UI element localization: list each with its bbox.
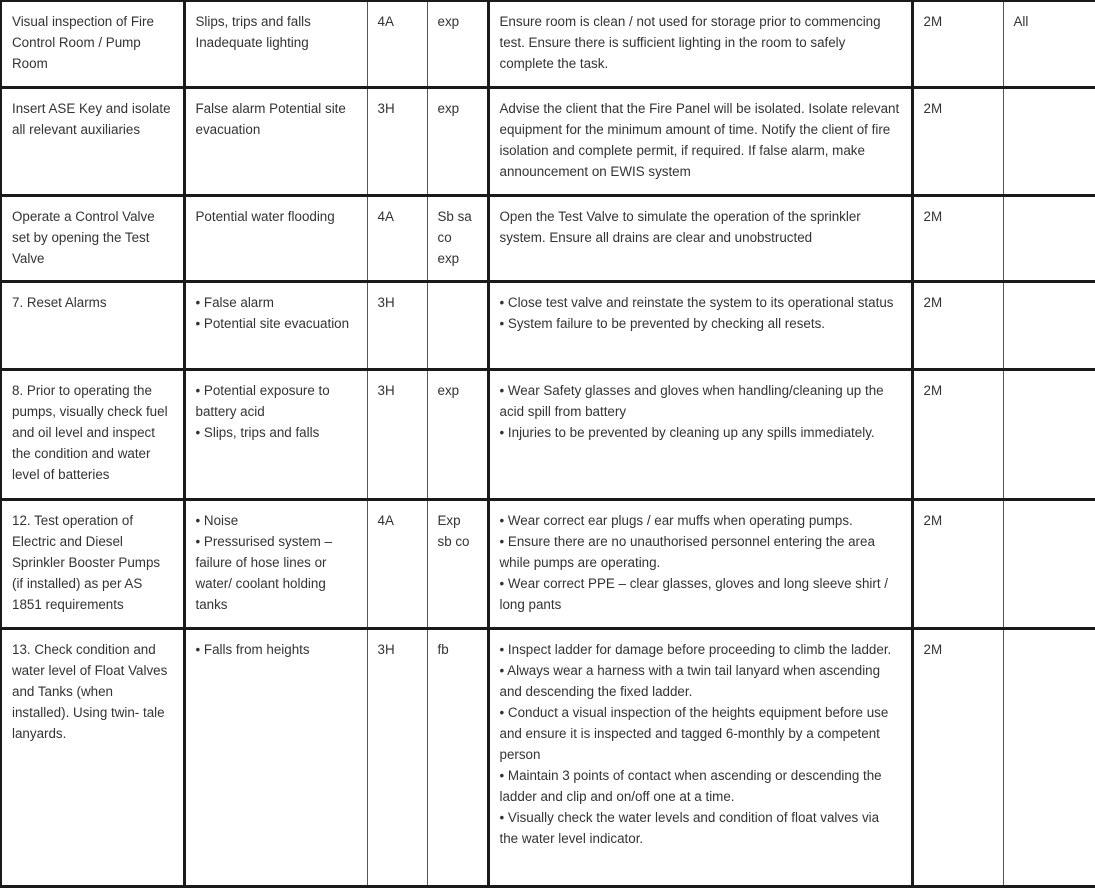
task-cell [1, 1, 184, 87]
residual-risk-cell: 2M [912, 1, 1003, 87]
control-measures-cell-line: • Maintain 3 points of contact when ascending or descending the ladder and clip and on/off one at a time. [499, 767, 882, 804]
control-measures-cell-line: • Visually check the water levels and condition of float valves via the water level indicator. [499, 809, 880, 846]
risk-rating-cell: 3H [367, 628, 427, 886]
ppe-cell [427, 281, 488, 369]
table-row [1, 87, 1095, 195]
risk-rating-cell: 3H [367, 87, 427, 195]
hazard-cell [184, 369, 367, 499]
ppe-cell-line: co [437, 229, 452, 245]
risk-rating-cell: 4A [367, 195, 427, 281]
control-measures-cell-line: • Injuries to be prevented by cleaning up any spills immediately. [499, 424, 875, 440]
control-measures-cell [488, 1, 912, 87]
control-measures-cell [488, 281, 912, 369]
risk-rating-cell: 4A [367, 499, 427, 628]
table-row [1, 499, 1095, 628]
control-measures-cell-line: Ensure room is clean / not used for storage prior to commencing test. Ensure there is sufficient lighting in the room to safely complete the task. [499, 14, 881, 71]
hazard-cell-line: • Slips, trips and falls [195, 424, 320, 440]
residual-risk-cell: 2M [912, 499, 1003, 628]
control-measures-cell [488, 628, 912, 886]
responsible-cell: All [1003, 1, 1095, 87]
task-cell [1, 369, 184, 499]
ppe-cell-line: exp [437, 100, 460, 116]
responsible-cell [1003, 281, 1095, 369]
task-cell-line: Visual inspection of Fire Control Room / Pump Room [12, 14, 154, 71]
hazard-cell-line: False alarm Potential site evacuation [195, 100, 346, 137]
control-measures-cell-line: • Wear correct ear plugs / ear muffs when operating pumps. [499, 512, 853, 528]
hazard-cell-line: Potential water flooding [195, 208, 335, 224]
task-cell-line: 8. Prior to operating the pumps, visually check fuel and oil level and inspect the condition and water level of batteries [12, 382, 168, 482]
task-cell [1, 499, 184, 628]
responsible-cell [1003, 628, 1095, 886]
residual-risk-cell: 2M [912, 628, 1003, 886]
ppe-cell-line: exp [437, 382, 460, 398]
risk-rating-cell: 4A [367, 1, 427, 87]
ppe-cell [427, 1, 488, 87]
control-measures-cell [488, 369, 912, 499]
task-cell-line: 7. Reset Alarms [12, 294, 107, 310]
responsible-cell [1003, 87, 1095, 195]
hazard-cell [184, 499, 367, 628]
table-row [1, 628, 1095, 886]
control-measures-cell-line: • Inspect ladder for damage before proceeding to climb the ladder. [499, 641, 892, 657]
hazard-cell [184, 87, 367, 195]
task-cell-line: Operate a Control Valve set by opening the Test Valve [12, 208, 155, 266]
residual-risk-cell: 2M [912, 87, 1003, 195]
table-row [1, 1, 1095, 87]
ppe-cell [427, 499, 488, 628]
control-measures-cell-line: Open the Test Valve to simulate the operation of the sprinkler system. Ensure all drains are clear and unobstructed [499, 208, 861, 245]
ppe-cell-line: fb [437, 641, 449, 657]
ppe-cell-line: Sb sa [437, 208, 472, 224]
ppe-cell-line: exp [437, 250, 460, 266]
hazard-cell [184, 1, 367, 87]
hazard-cell [184, 628, 367, 886]
control-measures-cell-line: • Ensure there are no unauthorised personnel entering the area while pumps are operating. [499, 533, 875, 570]
residual-risk-cell: 2M [912, 195, 1003, 281]
task-cell [1, 195, 184, 281]
task-cell-line: 12. Test operation of Electric and Diesel Sprinkler Booster Pumps (if installed) as per AS 1851 requirements [12, 512, 161, 612]
hazard-cell-line: • False alarm [195, 294, 274, 310]
hazard-cell-line: • Falls from heights [195, 641, 310, 657]
task-cell-line: 13. Check condition and water level of Float Valves and Tanks (when installed). Using twin- tale lanyards. [12, 641, 168, 741]
ppe-cell [427, 369, 488, 499]
ppe-cell [427, 87, 488, 195]
risk-rating-cell: 3H [367, 281, 427, 369]
ppe-cell-line: Exp [437, 512, 461, 528]
control-measures-cell [488, 499, 912, 628]
hazard-cell-line: Slips, trips and falls Inadequate lighting [195, 14, 311, 50]
hazard-cell-line: • Potential site evacuation [195, 315, 350, 331]
risk-rating-cell: 3H [367, 369, 427, 499]
hazard-cell-line: • Potential exposure to battery acid [195, 382, 330, 419]
ppe-cell-line: exp [437, 14, 460, 29]
control-measures-cell [488, 195, 912, 281]
residual-risk-cell: 2M [912, 369, 1003, 499]
table-row [1, 281, 1095, 369]
hazard-cell [184, 281, 367, 369]
responsible-cell [1003, 195, 1095, 281]
task-cell-line: Insert ASE Key and isolate all relevant auxiliaries [12, 100, 171, 137]
control-measures-cell-line: • Conduct a visual inspection of the heights equipment before use and ensure it is inspected and tagged 6-monthly by a competent person [499, 704, 889, 762]
table-row [1, 195, 1095, 281]
control-measures-cell-line: • Close test valve and reinstate the system to its operational status [499, 294, 894, 310]
control-measures-cell-line: • Wear correct PPE – clear glasses, gloves and long sleeve shirt / long pants [499, 575, 888, 612]
table-row [1, 369, 1095, 499]
control-measures-cell-line: • Wear Safety glasses and gloves when handling/cleaning up the acid spill from battery [499, 382, 884, 419]
ppe-cell [427, 195, 488, 281]
hazard-cell [184, 195, 367, 281]
task-cell [1, 87, 184, 195]
control-measures-cell-line: Advise the client that the Fire Panel will be isolated. Isolate relevant equipment for the minimum amount of time. Notify the client of fire isolation and complete permit, if required. If false alarm, make announcement on EWIS system [499, 100, 900, 179]
control-measures-cell-line: • Always wear a harness with a twin tail lanyard when ascending and descending the fixed ladder. [499, 662, 881, 699]
ppe-cell [427, 628, 488, 886]
responsible-cell [1003, 499, 1095, 628]
hazard-cell-line: • Pressurised system – failure of hose lines or water/ coolant holding tanks [195, 533, 332, 612]
residual-risk-cell: 2M [912, 281, 1003, 369]
ppe-cell-line: sb co [437, 533, 470, 549]
control-measures-cell [488, 87, 912, 195]
responsible-cell [1003, 369, 1095, 499]
task-cell [1, 628, 184, 886]
control-measures-cell-line: • System failure to be prevented by checking all resets. [499, 315, 825, 331]
task-cell [1, 281, 184, 369]
hazard-cell-line: • Noise [195, 512, 239, 528]
